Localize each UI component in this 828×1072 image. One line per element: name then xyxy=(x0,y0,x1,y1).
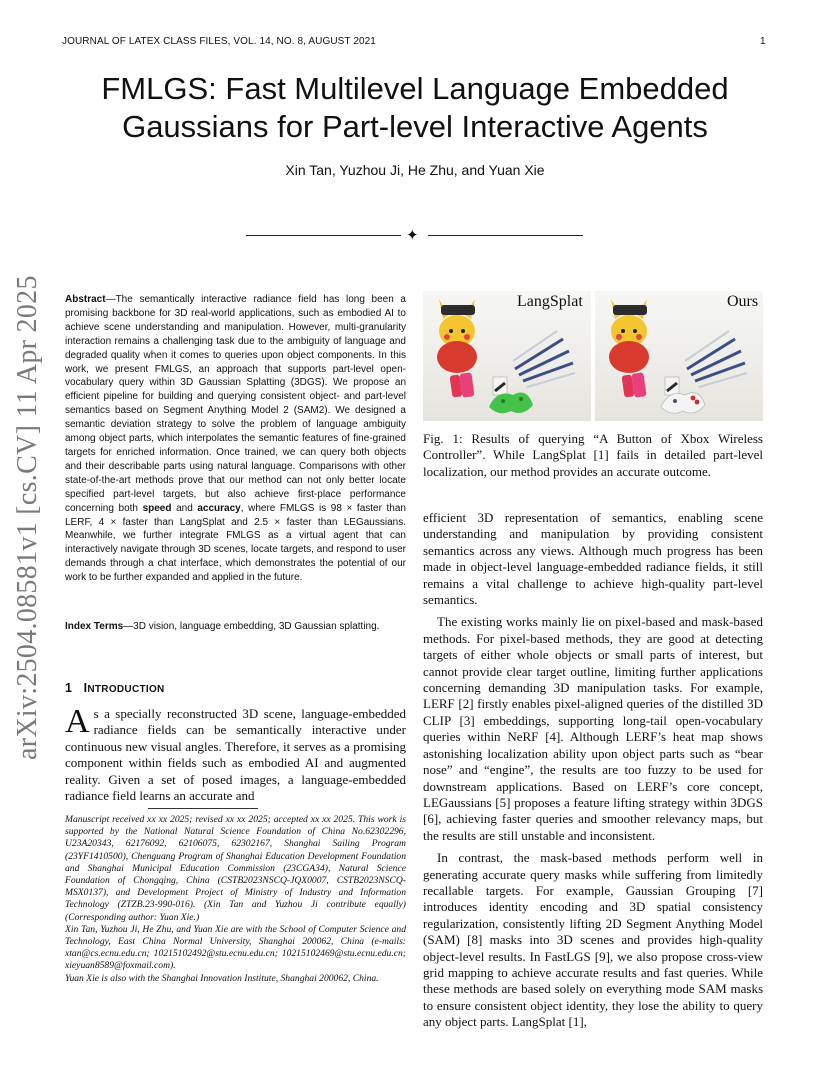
footnote-affiliation-2: Yuan Xie is also with the Shanghai Innovation Institute, Shanghai 200062, China. xyxy=(65,972,379,984)
separator-rule-right xyxy=(428,235,583,236)
abstract-bold-accuracy: accuracy xyxy=(197,502,241,514)
figure-1 xyxy=(423,291,763,421)
abstract-label: Abstract xyxy=(65,294,106,305)
dropcap-letter: A xyxy=(65,703,90,740)
separator-diamond-icon: ✦ xyxy=(406,228,419,244)
figure-panel-langsplat xyxy=(423,291,591,421)
intro-paragraph xyxy=(65,703,406,804)
page-number: 1 xyxy=(760,36,766,47)
footnote-affiliation: Xin Tan, Yuzhou Ji, He Zhu, and Yuan Xie are with the School of Computer Science and Technology, East China Normal University, Shanghai 200062, China (e-mails: xtan@cs.ecnu.edu.cn; 10215102492@stu.ecnu.edu.cn; 10215102469@stu.ecnu.edu.cn; xieyuan8589@foxmail.com). xyxy=(65,923,406,972)
abstract-text-2: and xyxy=(171,502,198,514)
body-paragraph-1: efficient 3D representation of semantics, enabling scene understanding and manipulation by providing consistent semantics across any views. Although much progress has been made in object-level language-embedded radiance fields, it still remains a vital challenge to achieve high-quality part-level semantics. xyxy=(423,510,763,608)
title-line-1: FMLGS: Fast Multilevel Language Embedded xyxy=(101,71,729,106)
author-list: Xin Tan, Yuzhou Ji, He Zhu, and Yuan Xie xyxy=(285,162,545,178)
section-title-initial: I xyxy=(83,681,88,695)
intro-text: s a specially reconstructed 3D scene, language-embedded radiance fields can be semantically interactive under continuous new visual angles. Therefore, it serves as a promising component within fields such as embodied AI and augmented reality. Given a set of posed images, a language-embedded radiance field learns an accurate and xyxy=(65,706,406,804)
section-title-rest: NTRODUCTION xyxy=(87,684,165,695)
index-terms-label: Index Terms xyxy=(65,621,124,632)
abstract xyxy=(65,293,406,585)
figure-panel-ours xyxy=(595,291,763,421)
running-header: JOURNAL OF LATEX CLASS FILES, VOL. 14, NO. 8, AUGUST 2021 xyxy=(62,36,376,47)
index-terms xyxy=(65,620,406,634)
section-number: 1 xyxy=(65,681,73,695)
abstract-text-3: , where FMLGS is 98 × faster than LERF, 4 × faster than LangSplat and 2.5 × faster than LEGaussians. Meanwhile, we further integrate FMLGS as a virtual agent that can interactively navigate through 3D scenes, locate targets, and respond to user demands through a chat interface, which demonstrates the potential of our work to be further expanded and applied in the future. xyxy=(65,502,406,584)
abstract-bold-speed: speed xyxy=(142,502,172,514)
panel-label-langsplat: LangSplat xyxy=(517,293,583,310)
footnote-funding: Manuscript received xx xx 2025; revised xx xx 2025; accepted xx xx 2025. This work is supported by the National Natural Science Foundation of China No.62302296, U23A20343, 62176092, 62106075, 62302167, Shanghai Sailing Program (23YF1410500), Chenguang Program of Shanghai Education Development Foundation and Shanghai Municipal Education Commission (23CGA34), Natural Science Foundation of Chongqing, China (CSTB2023NSCQ-JQX0007, CSTB2023NSCQ-MSX0137), and Development Project of Ministry of Industry and Information Technology (ZTZB.23-990-016). (Xin Tan and Yuzhou Ji contribute equally) (Corresponding author: Yuan Xie.) xyxy=(65,814,406,923)
arxiv-watermark: arXiv:2504.08581v1 [cs.CV] 11 Apr 2025 xyxy=(12,275,43,760)
footnotes xyxy=(65,814,406,985)
title-line-2: Gaussians for Part-level Interactive Agents xyxy=(122,109,708,144)
index-terms-text: —3D vision, language embedding, 3D Gaussian splatting. xyxy=(123,621,380,632)
body-paragraph-3: In contrast, the mask-based methods perform well in generating accurate query masks while suffering from limitedly recallable targets. For example, Gaussian Grouping [7] introduces identity encoding and 3D spatial consistency regularization, consistently lifting 2D Segment Anything Model (SAM) [8] masks into 3D scenes and provides high-quality object-level results. In FastLGS [9], we also propose cross-view grid mapping to achieve accurate results and fast queries. While these methods are based solely on everything mode SAM masks to ensure consistent object identity, they lose the ability to query any object parts. LangSplat [1], xyxy=(423,850,763,1030)
figure-caption: Fig. 1: Results of querying “A Button of Xbox Wireless Controller”. While LangSplat [1] fails in detailed part-level localization, our method provides an accurate outcome. xyxy=(423,431,763,479)
footnote-rule xyxy=(148,808,258,809)
right-column-body xyxy=(423,510,763,1031)
paper-title xyxy=(40,70,790,146)
section-heading xyxy=(65,681,165,695)
body-paragraph-2: The existing works mainly lie on pixel-based and mask-based methods. For pixel-based methods, they are good at detecting targets of either whole objects or small parts of interest, but cannot provide clear target outline, limiting further applications concerning demanding 3D manipulation tasks. For example, LERF [2] firstly enables pixel-aligned queries of the distilled 3D CLIP [3] embeddings, supporting long-tail open-vocabulary queries within NeRF [4]. Although LERF’s heat map shows astonishing localization ability upon object parts such as “bear nose” and “engine”, the results are too fuzzy to be used for downstream applications. Based on LERF’s core concept, LEGaussians [5] proposes a feature lifting strategy within 3DGS [6], achieving faster queries and smoother relevancy maps, but the results are still unstable and inconsistent. xyxy=(423,614,763,843)
separator-rule-left xyxy=(246,235,401,236)
abstract-text-1: —The semantically interactive radiance field has long been a promising backbone for 3D real-world applications, such as embodied AI to achieve scene understanding and manipulation. However, multi-granularity interaction remains a challenging task due to the ambiguity of language and degraded quality when it comes to queries upon object components. In this work, we present FMLGS, an approach that supports part-level open-vocabulary query within 3D Gaussian Splatting (3DGS). We propose an efficient pipeline for building and querying consistent object- and part-level semantics based on Segment Anything Model 2 (SAM2). We designed a semantic deviation strategy to solve the problem of language ambiguity among object parts, which interpolates the semantic features of fine-grained targets for enriched information. Once trained, we can query both objects and their describable parts using natural language. Comparisons with other state-of-the-art methods prove that our method can not only better locate specified part-level targets, but also achieve first-place performance concerning both xyxy=(65,294,406,514)
panel-label-ours: Ours xyxy=(727,293,759,310)
